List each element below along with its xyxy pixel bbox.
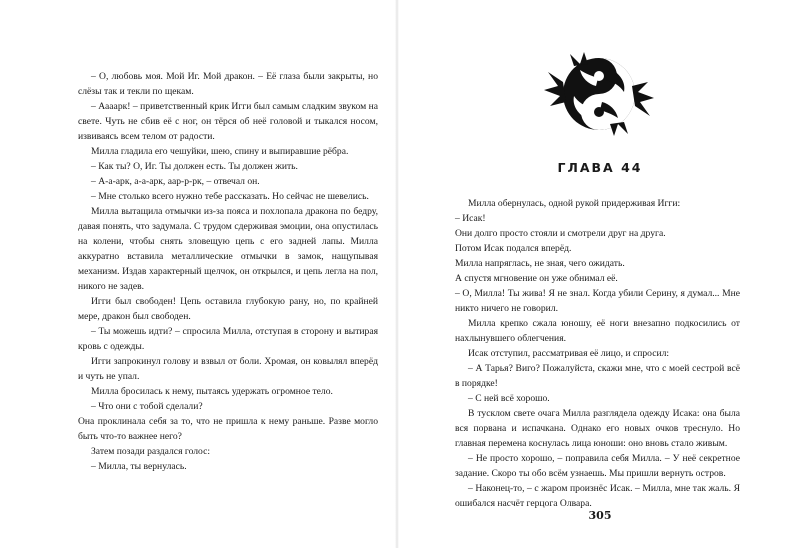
paragraph: – О, любовь моя. Мой Иг. Мой дракон. – Её глаза были закрыты, но слёзы так и текли по щекам. <box>78 71 378 97</box>
paragraph: – А-а-арк, а-а-арк, аар-р-рк, – отвечал он. <box>91 176 260 187</box>
paragraph: Игги был свободен! Цепь оставила глубокую рану, но, по крайней мере, дракон был свободен. <box>78 296 378 322</box>
paragraph: – А Тарья? Виго? Пожалуйста, скажи мне, что с моей сестрой всё в порядке! <box>455 363 740 389</box>
paragraph: – Как ты? О, Иг. Ты должен есть. Ты должен жить. <box>91 161 298 172</box>
paragraph: Милла вытащила отмычки из-за пояса и похлопала дракона по бедру, давая понять, что задумала. С трудом сдерживая эмоции, она опустилась на колени, чтобы снять зловещую цепь с его задней лапы. Милла аккуратно вставила металлические отмычки в замок, нащупывая механизм. Издав характерный щелчок, он открылся, и цепь легла на пол, никого не задев. <box>78 206 378 292</box>
paragraph: Милла бросилась к нему, пытаясь удержать огромное тело. <box>91 386 333 397</box>
paragraph: – Мне столько всего нужно тебе рассказать. Но сейчас не шевелись. <box>91 191 369 202</box>
paragraph: Исак отступил, рассматривая её лицо, и спросил: <box>468 348 670 359</box>
left-page-text <box>78 69 378 474</box>
paragraph: – О, Милла! Ты жива! Я не знал. Когда убили Серину, я думал... Мне никто ничего не говорил. <box>455 288 740 314</box>
paragraph: Игги запрокинул голову и взвыл от боли. Хромая, он ковылял вперёд и чуть не упал. <box>78 356 378 382</box>
paragraph: Затем позади раздался голос: <box>91 446 210 457</box>
paragraph: Они долго просто стояли и смотрели друг на друга. <box>455 228 666 239</box>
paragraph: Милла гладила его чешуйки, шею, спину и выпиравшие рёбра. <box>91 146 349 157</box>
paragraph: – Милла, ты вернулась. <box>91 461 187 472</box>
paragraph: – Что они с тобой сделали? <box>91 401 203 412</box>
paragraph: – Не просто хорошо, – поправила себя Милла. – У неё секретное задание. Скоро ты обо всём узнаешь. Мы пришли вернуть остров. <box>455 453 740 479</box>
paragraph: – Аааарк! – приветственный крик Игги был самым сладким звуком на свете. Чуть не сбив её с ног, он тёрся об неё головой и тыкался носом, извиваясь всем телом от радости. <box>78 101 378 142</box>
paragraph: А спустя мгновение он уже обнимал её. <box>455 273 618 284</box>
paragraph: Милла крепко сжала юношу, её ноги внезапно подкосились от нахлынувшего облегчения. <box>455 318 740 344</box>
paragraph: – Ты можешь идти? – спросила Милла, отступая в сторону и вытирая кровь с одежды. <box>78 326 378 352</box>
paragraph: – С ней всё хорошо. <box>468 393 550 404</box>
paragraph: В тусклом свете очага Милла разглядела одежду Исака: она была вся порвана и испачкана. Однако его новых очков треснуло. Но главная перемена коснулась лица юноши: оно вновь стало живым. <box>455 408 740 449</box>
paragraph: – Исак! <box>455 213 486 224</box>
paragraph: Она проклинала себя за то, что не пришла к нему раньше. Разве могло быть что-то важнее него? <box>78 416 378 442</box>
page-number: 305 <box>588 509 612 522</box>
paragraph: Потом Исак подался вперёд. <box>455 243 572 254</box>
right-page-text <box>455 196 740 511</box>
chapter-title: ГЛАВА 44 <box>557 160 643 175</box>
paragraph: – Наконец-то, – с жаром произнёс Исак. – Милла, мне так жаль. Я ошибался насчёт герцога Олвара. <box>455 483 740 509</box>
paragraph: Милла обернулась, одной рукой придерживая Игги: <box>468 198 681 209</box>
paragraph: Милла напряглась, не зная, чего ожидать. <box>455 258 625 269</box>
yin-yang-dragons-emblem-icon <box>540 52 658 136</box>
